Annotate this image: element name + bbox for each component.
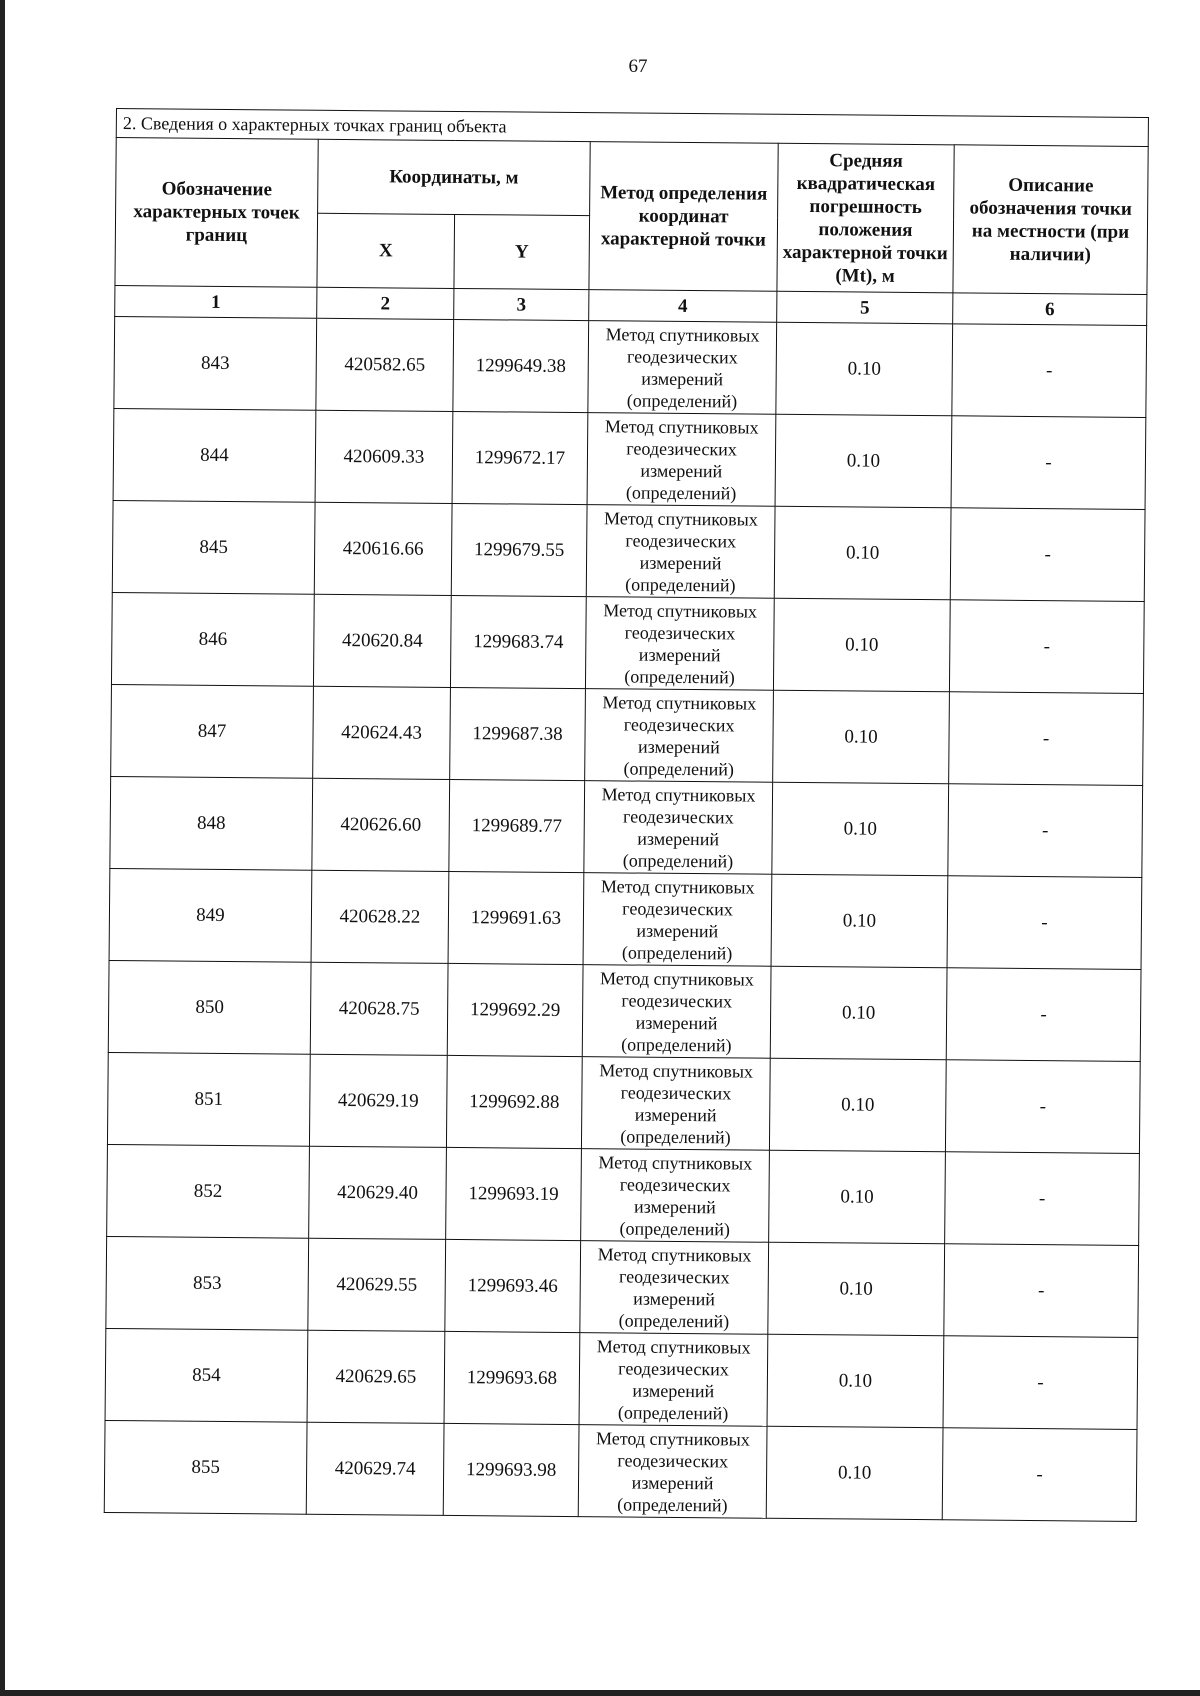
y-cell: 1299689.77	[449, 779, 585, 872]
mt-cell: 0.10	[769, 1150, 946, 1244]
table-row	[106, 1236, 1139, 1337]
x-cell: 420620.84	[313, 594, 451, 687]
mt-cell: 0.10	[773, 598, 950, 692]
y-cell: 1299679.55	[451, 503, 587, 596]
y-cell: 1299693.19	[446, 1147, 582, 1240]
boundary-points-table	[104, 108, 1149, 1522]
description-cell: -	[952, 324, 1147, 418]
mt-cell: 0.10	[769, 1058, 946, 1152]
mt-cell: 0.10	[766, 1426, 943, 1520]
description-cell: -	[947, 876, 1142, 970]
column-number: 2	[317, 287, 454, 319]
description-cell: -	[945, 1060, 1140, 1154]
header-coordinates: Координаты, м	[318, 139, 591, 215]
x-cell: 420582.65	[316, 318, 454, 411]
point-cell: 845	[112, 500, 315, 594]
mt-cell: 0.10	[770, 966, 947, 1060]
x-cell: 420629.74	[306, 1422, 444, 1515]
method-cell: Метод спутниковых геодезических измерений (определений)	[583, 873, 772, 967]
table-row	[108, 960, 1141, 1061]
description-cell: -	[949, 600, 1144, 694]
description-cell: -	[951, 416, 1146, 510]
point-cell: 852	[107, 1144, 310, 1238]
method-cell: Метод спутниковых геодезических измерений (определений)	[585, 597, 774, 691]
header-y: Y	[454, 214, 590, 289]
y-cell: 1299687.38	[450, 687, 586, 780]
point-cell: 850	[108, 960, 311, 1054]
column-number: 4	[589, 290, 777, 323]
y-cell: 1299692.88	[446, 1055, 582, 1148]
y-cell: 1299683.74	[450, 595, 586, 688]
table-row	[104, 1420, 1137, 1521]
table-row	[109, 868, 1142, 969]
point-cell: 847	[111, 684, 314, 778]
point-cell: 853	[106, 1236, 309, 1330]
method-cell: Метод спутниковых геодезических измерений (определений)	[579, 1333, 768, 1427]
mt-cell: 0.10	[772, 782, 949, 876]
point-cell: 848	[110, 776, 313, 870]
mt-cell: 0.10	[774, 506, 951, 600]
table-row	[110, 776, 1143, 877]
method-cell: Метод спутниковых геодезических измерений (определений)	[588, 321, 777, 415]
description-cell: -	[942, 1428, 1137, 1522]
description-cell: -	[949, 692, 1144, 786]
point-cell: 843	[114, 316, 317, 410]
point-cell: 849	[109, 868, 312, 962]
description-cell: -	[948, 784, 1143, 878]
column-number: 6	[953, 293, 1147, 326]
y-cell: 1299649.38	[453, 319, 589, 412]
table-row	[107, 1144, 1140, 1245]
method-cell: Метод спутниковых геодезических измерений (определений)	[586, 505, 775, 599]
description-cell: -	[945, 1152, 1140, 1246]
mt-cell: 0.10	[771, 874, 948, 968]
header-x: X	[317, 213, 455, 288]
x-cell: 420609.33	[315, 410, 453, 503]
header-point-designation: Обозначение характерных точек границ	[115, 138, 318, 288]
page-number: 67	[628, 56, 648, 77]
method-cell: Метод спутниковых геодезических измерений (определений)	[578, 1425, 767, 1519]
header-method: Метод определения координат характерной точки	[589, 142, 778, 292]
x-cell: 420624.43	[313, 686, 451, 779]
mt-cell: 0.10	[775, 414, 952, 508]
method-cell: Метод спутниковых геодезических измерений (определений)	[584, 781, 773, 875]
column-number: 3	[454, 288, 589, 320]
x-cell: 420626.60	[312, 778, 450, 871]
y-cell: 1299693.98	[443, 1423, 579, 1516]
y-cell: 1299692.29	[447, 963, 583, 1056]
method-cell: Метод спутниковых геодезических измерений (определений)	[580, 1241, 769, 1335]
method-cell: Метод спутниковых геодезических измерений (определений)	[581, 1057, 770, 1151]
column-number: 1	[115, 285, 317, 318]
table-row	[105, 1328, 1138, 1429]
table-row	[112, 500, 1145, 601]
description-cell: -	[950, 508, 1145, 602]
mt-cell: 0.10	[767, 1334, 944, 1428]
table-row	[111, 684, 1144, 785]
point-cell: 855	[104, 1420, 307, 1514]
scan-edge-bottom	[0, 1690, 1200, 1696]
method-cell: Метод спутниковых геодезических измерений (определений)	[585, 689, 774, 783]
mt-cell: 0.10	[773, 690, 950, 784]
table-row	[107, 1052, 1140, 1153]
y-cell: 1299691.63	[448, 871, 584, 964]
description-cell: -	[946, 968, 1141, 1062]
table-row	[114, 316, 1147, 417]
x-cell: 420628.75	[310, 962, 448, 1055]
column-number: 5	[777, 291, 953, 324]
header-description: Описание обозначения точки на местности (при наличии)	[953, 145, 1148, 295]
y-cell: 1299672.17	[452, 411, 588, 504]
mt-cell: 0.10	[768, 1242, 945, 1336]
x-cell: 420628.22	[311, 870, 449, 963]
table-row	[111, 592, 1144, 693]
scan-edge-left	[0, 0, 5, 1690]
x-cell: 420616.66	[314, 502, 452, 595]
point-cell: 851	[107, 1052, 310, 1146]
point-cell: 854	[105, 1328, 308, 1422]
x-cell: 420629.55	[308, 1238, 446, 1331]
description-cell: -	[943, 1336, 1138, 1430]
method-cell: Метод спутниковых геодезических измерений (определений)	[582, 965, 771, 1059]
x-cell: 420629.40	[309, 1146, 447, 1239]
x-cell: 420629.19	[309, 1054, 447, 1147]
section-title: 2. Сведения о характерных точках границ объекта	[116, 109, 1148, 147]
y-cell: 1299693.68	[444, 1331, 580, 1424]
mt-cell: 0.10	[776, 322, 953, 416]
x-cell: 420629.65	[307, 1330, 445, 1423]
method-cell: Метод спутниковых геодезических измерений (определений)	[581, 1149, 770, 1243]
y-cell: 1299693.46	[445, 1239, 581, 1332]
point-cell: 846	[111, 592, 314, 686]
description-cell: -	[944, 1244, 1139, 1338]
method-cell: Метод спутниковых геодезических измерений (определений)	[587, 413, 776, 507]
header-accuracy: Средняя квадратическая погрешность положения характерной точки (Mt), м	[777, 143, 954, 293]
table-row	[113, 408, 1146, 509]
point-cell: 844	[113, 408, 316, 502]
